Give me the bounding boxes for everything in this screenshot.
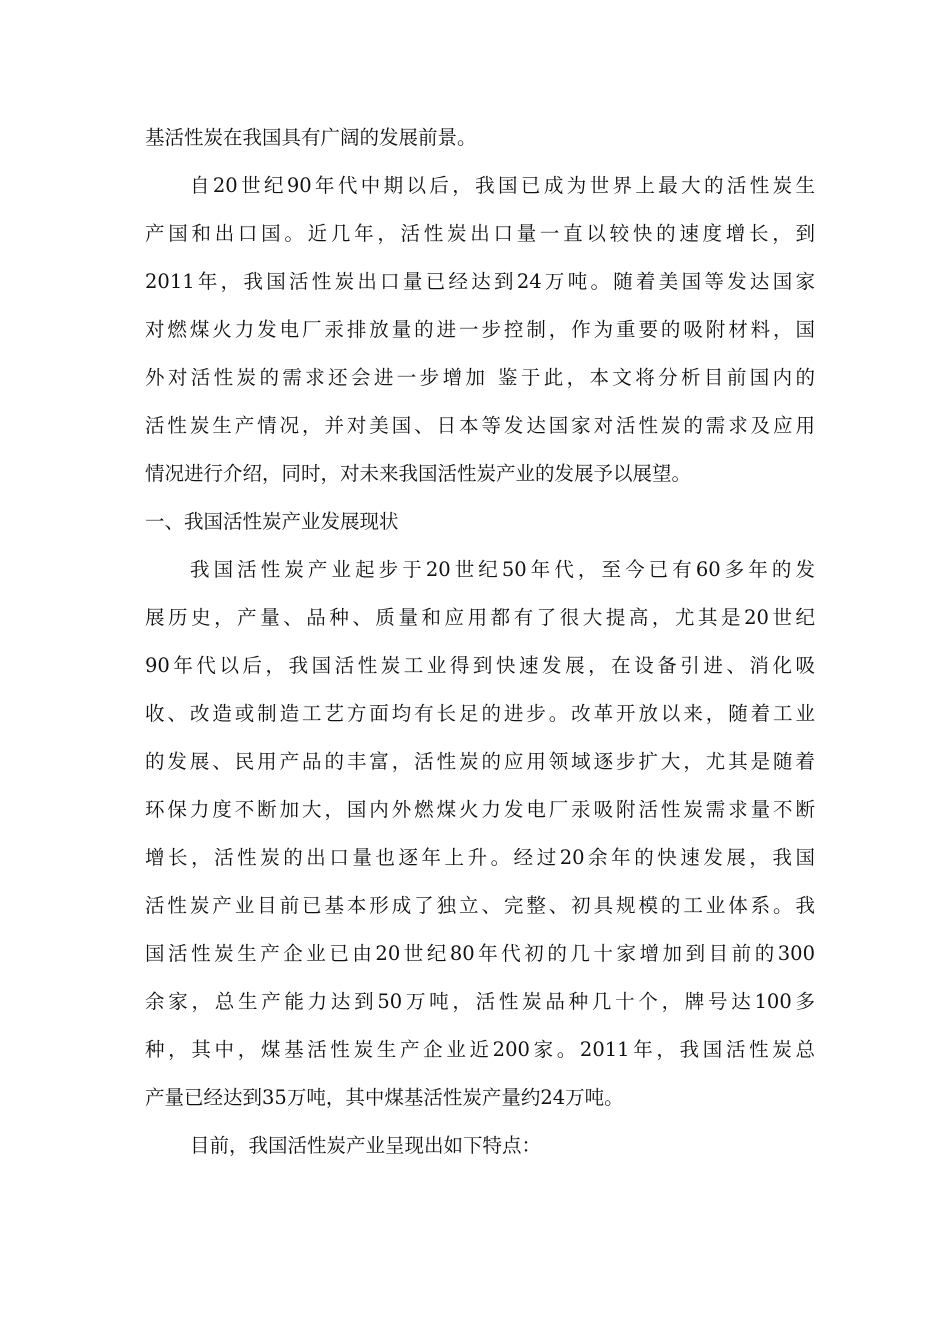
paragraph-line: 产量已经达到35万吨，其中煤基活性炭产量约24万吨。 xyxy=(145,1086,624,1109)
paragraph-line: 目前，我国活性炭产业呈现出如下特点： xyxy=(190,1134,542,1157)
paragraph-line: 基活性炭在我国具有广阔的发展前景。 xyxy=(145,126,477,149)
paragraph-line: 情况进行介绍，同时，对未来我国活性炭产业的发展予以展望。 xyxy=(145,462,692,485)
paragraph-line: 展历史，产量、品种、质量和应用都有了很大提高，尤其是20世纪 xyxy=(145,606,815,629)
paragraph-line: 活性炭生产情况，并对美国、日本等发达国家对活性炭的需求及应用 xyxy=(145,414,815,437)
paragraph-line: 对燃煤火力发电厂汞排放量的进一步控制，作为重要的吸附材料，国 xyxy=(145,318,815,341)
paragraph-line: 外对活性炭的需求还会进一步增加 鉴于此，本文将分析目前国内的 xyxy=(145,366,815,389)
paragraph-line: 国活性炭生产企业已由20世纪80年代初的几十家增加到目前的300 xyxy=(145,942,815,965)
paragraph-line: 活性炭产业目前已基本形成了独立、完整、初具规模的工业体系。我 xyxy=(145,894,815,917)
paragraph-line: 2011年，我国活性炭出口量已经达到24万吨。随着美国等发达国家 xyxy=(145,270,815,293)
paragraph-line: 我国活性炭产业起步于20世纪50年代，至今已有60多年的发 xyxy=(190,558,815,581)
paragraph-line: 增长，活性炭的出口量也逐年上升。经过20余年的快速发展，我国 xyxy=(145,846,815,869)
paragraph-line: 收、改造或制造工艺方面均有长足的进步。改革开放以来，随着工业 xyxy=(145,702,815,725)
paragraph-line: 余家，总生产能力达到50万吨，活性炭品种几十个，牌号达100多 xyxy=(145,990,815,1013)
paragraph-line: 产国和出口国。近几年，活性炭出口量一直以较快的速度增长，到 xyxy=(145,222,815,245)
paragraph-line: 种，其中，煤基活性炭生产企业近200家。2011年，我国活性炭总 xyxy=(145,1038,815,1061)
section-heading: 一、我国活性炭产业发展现状 xyxy=(145,510,399,533)
paragraph-line: 环保力度不断加大，国内外燃煤火力发电厂汞吸附活性炭需求量不断 xyxy=(145,798,815,821)
paragraph-line: 自20世纪90年代中期以后，我国已成为世界上最大的活性炭生 xyxy=(190,174,815,197)
paragraph-line: 的发展、民用产品的丰富，活性炭的应用领域逐步扩大，尤其是随着 xyxy=(145,750,815,773)
paragraph-line: 90年代以后，我国活性炭工业得到快速发展，在设备引进、消化吸 xyxy=(145,654,815,677)
